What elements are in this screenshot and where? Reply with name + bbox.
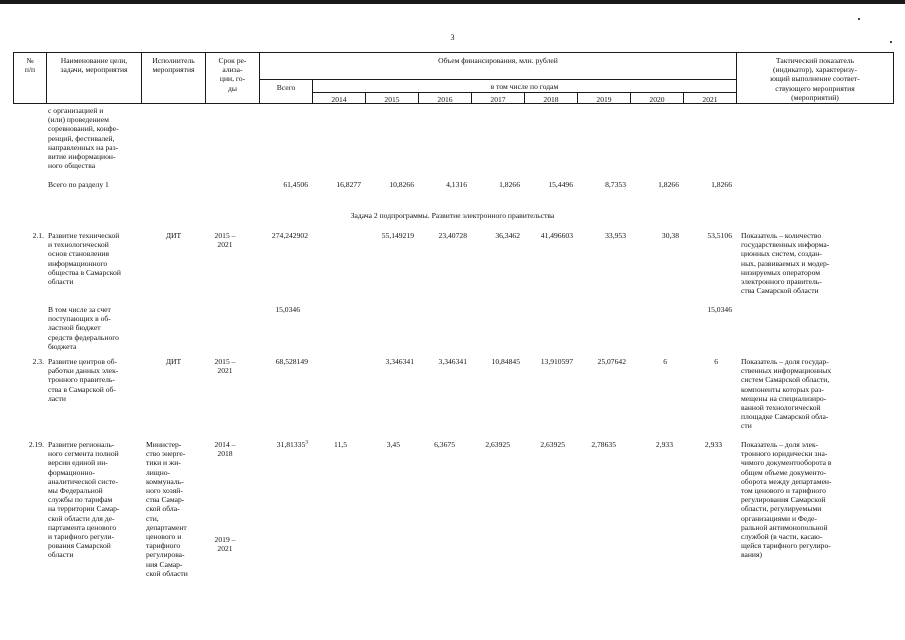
row-term: 2015 – 2021 (214, 231, 236, 250)
row-executor: Министер- ство энерге- тики и жи- лищно- коммуналь- ного хозяй- ства Самар- ской обла- сти, департамент ценового и тарифного регулирова- ния Самар- ской области (146, 440, 188, 578)
year-value-cell: 30,38 (661, 231, 679, 240)
year-value-cell: 13,910597 (540, 357, 573, 366)
row-executor: ДИТ (165, 231, 182, 240)
year-value-cell: 36,3462 (495, 231, 520, 240)
row-number: 2.1. (32, 231, 44, 240)
row-term: 2015 – 2021 (214, 357, 236, 376)
header-name: Наименование цели, задачи, мероприятия (60, 56, 128, 75)
row-name: В том числе за счет поступающих в об- ластной бюджет средств федерального бюджета (48, 305, 119, 351)
row-executor: ДИТ (165, 357, 182, 366)
year-value-cell: 55,149219 (381, 231, 414, 240)
row-name: Развитие центров об- работки данных элек- тронного правитель- ства в Самарской об- ласти (48, 357, 119, 403)
scan-speck (858, 18, 860, 20)
header-term: Срок ре- ализа- ции, го- ды (218, 56, 247, 93)
year-value-cell: 6 (663, 357, 667, 366)
year-value-cell: 6,3675 (434, 440, 455, 449)
header-year: 2018 (543, 95, 559, 104)
year-value-cell: 11,5 (333, 440, 347, 449)
year-value-cell: 2,63925 (540, 440, 565, 449)
year-value-cell: 10,8266 (389, 180, 414, 189)
header-year: 2020 (649, 95, 665, 104)
page-number: 3 (450, 33, 455, 42)
year-value-cell: 3,45 (386, 440, 400, 449)
row-term-second: 2019 – 2021 (214, 535, 236, 554)
row-term: 2014 – 2018 (214, 440, 236, 459)
year-value-cell: 41,496603 (540, 231, 573, 240)
header-vline (893, 52, 894, 104)
total-cell (250, 440, 308, 449)
year-value-cell: 2,78635 (591, 440, 616, 449)
year-value-cell: 53,5106 (707, 231, 732, 240)
row-indicator: Показатель – доля государ- ственных информационных систем Самарской области, компоненты которых раз- мещены на специализиро- ванной технологической площадке Самарской обла- сти (741, 357, 832, 431)
total-value: 31,81335 (276, 440, 306, 449)
header-top-line (13, 52, 893, 53)
year-value-cell: 8,7353 (605, 180, 626, 189)
year-value-cell: 33,953 (605, 231, 626, 240)
footnote-mark: 3 (305, 439, 308, 446)
header-indicator: Тактический показатель (индикатор), характеризу- ющий выполнение соответ- ствующего мероприятия (мероприятий) (770, 56, 860, 102)
year-value-cell: 4,1316 (446, 180, 467, 189)
row-name: Развитие технической и технологической основ становления информационного общества в Самарской области (48, 231, 121, 287)
header-by-years: в том числе по годам (490, 82, 559, 91)
header-year: 2015 (384, 95, 400, 104)
section-total-label: Всего по разделу 1 (48, 180, 109, 189)
year-value-cell: 16,8277 (336, 180, 361, 189)
header-subline (259, 79, 736, 80)
total-cell: 15,0346 (275, 305, 300, 314)
continuation-text: с организацией и (или) проведением соревнований, конфе- ренций, фестивалей, направленных на раз- витие информацион- ного общества (48, 106, 119, 171)
year-value-cell: 2,63925 (485, 440, 510, 449)
row-indicator: Показатель – количество государственных информа- ционных систем, создан- ных, развиваемых и модер- низируемых оператором электронного правитель- ства Самарской области (741, 231, 830, 296)
scan-top-edge (0, 0, 905, 4)
year-value-cell: 2,933 (704, 440, 722, 449)
year-value-cell: 1,8266 (658, 180, 679, 189)
task-heading: Задача 2 подпрограммы. Развитие электронного правительства (350, 211, 555, 220)
year-value-cell: 6 (714, 357, 718, 366)
row-name: Развитие региональ- ного сегмента полной версии единой ин- формационно- аналитической систе- мы Федеральной службы по тарифам на территории Самар- ской области для де- партамента ценового и тарифного регули- рования Самарской области (48, 440, 120, 560)
row-number: 2.19. (28, 440, 44, 449)
year-value-cell: 15,4496 (548, 180, 573, 189)
row-number: 2.3. (32, 357, 44, 366)
year-value-cell: 15,0346 (707, 305, 732, 314)
header-year: 2016 (437, 95, 453, 104)
row-indicator: Показатель – доля элек- тронного юридически зна- чимого документооборота в общем объеме документо- оборота между департамен- том ценового и тарифного регулирования Самарской области, регулируемыми организациями и Феде- ральной антимонопольной службой (в части, касаю- щейся тарифного регулиро- вания) (741, 440, 832, 560)
year-value-cell: 3,346341 (438, 357, 467, 366)
header-year: 2019 (596, 95, 612, 104)
header-funding: Объем финансирования, млн. рублей (438, 56, 558, 65)
year-value-cell: 23,40728 (438, 231, 467, 240)
header-num: № п/п (24, 56, 36, 75)
total-cell: 61,4506 (283, 180, 308, 189)
year-value-cell: 2,933 (655, 440, 673, 449)
year-value-cell: 3,346341 (385, 357, 414, 366)
year-value-cell: 1,8266 (711, 180, 732, 189)
header-year: 2017 (490, 95, 506, 104)
header-total: Всего (276, 83, 296, 92)
year-value-cell: 25,07642 (597, 357, 626, 366)
header-year: 2014 (331, 95, 347, 104)
year-value-cell: 1,8266 (499, 180, 520, 189)
total-cell: 274,242902 (271, 231, 308, 240)
total-cell: 68,528149 (275, 357, 308, 366)
year-value-cell: 10,84845 (491, 357, 520, 366)
header-executor: Исполнитель мероприятия (152, 56, 195, 75)
header-year: 2021 (702, 95, 718, 104)
